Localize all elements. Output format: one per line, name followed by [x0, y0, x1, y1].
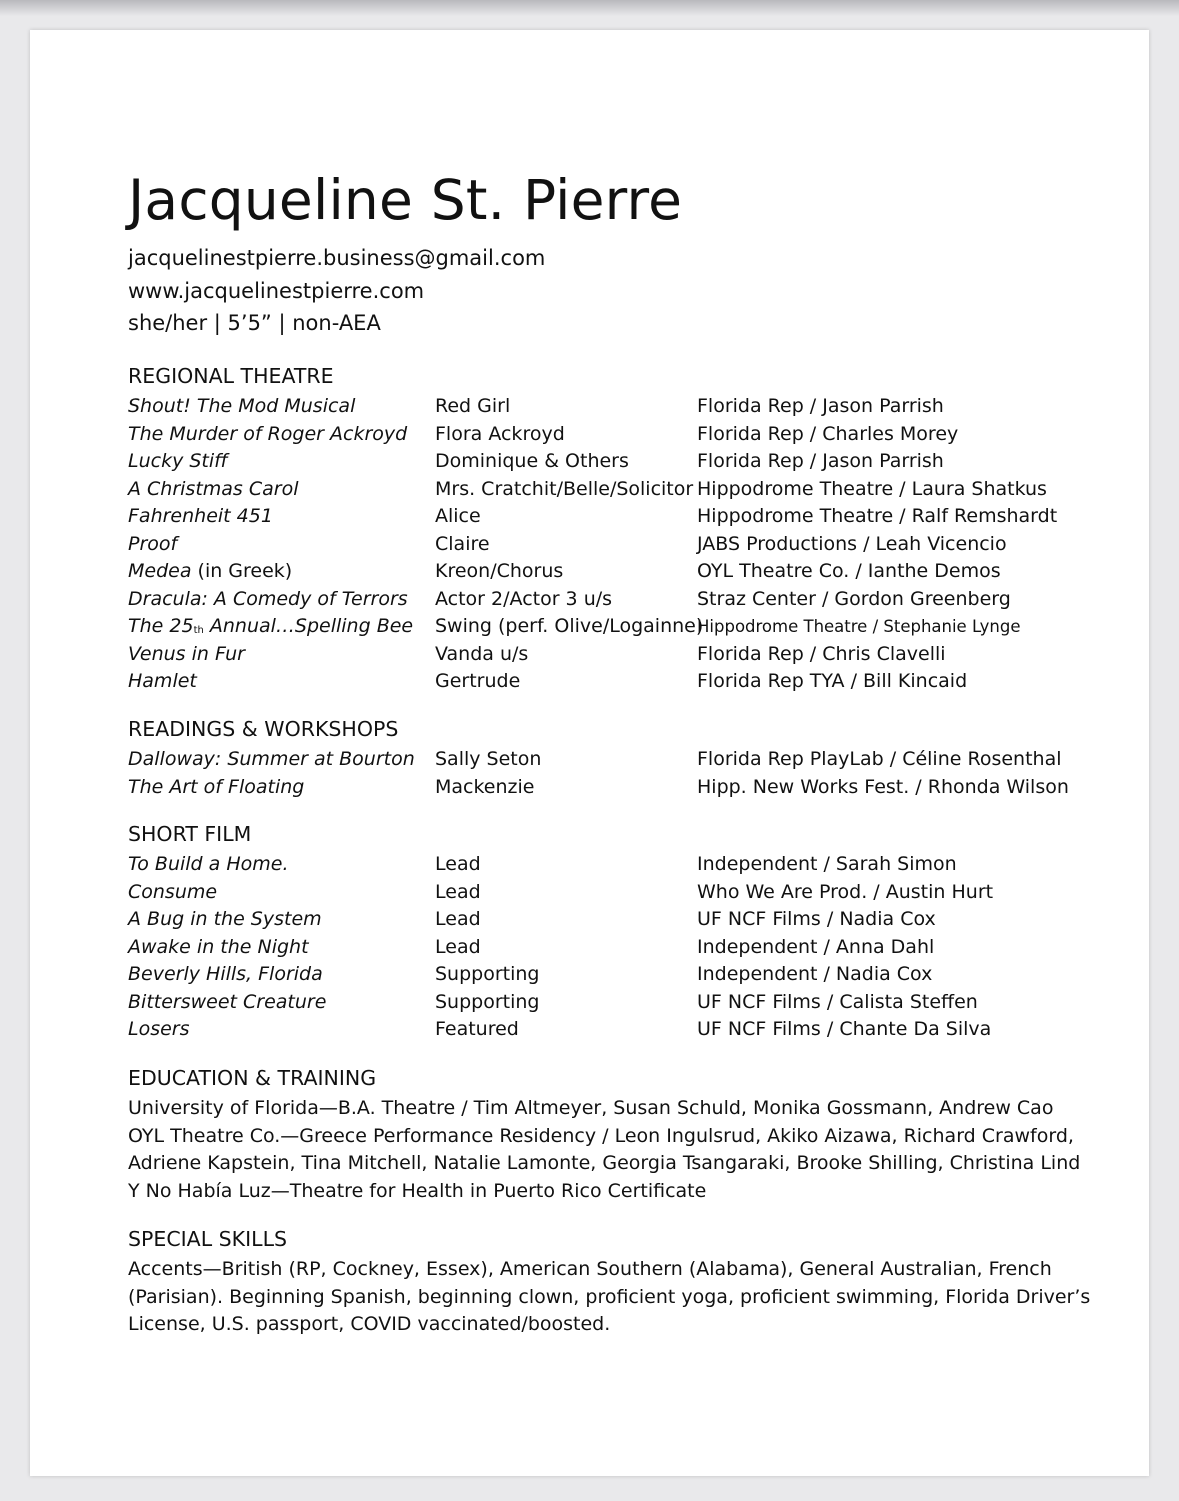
company-director: UF NCF Films / Nadia Cox	[697, 908, 936, 930]
show-title: Dalloway: Summer at Bourton	[128, 748, 415, 770]
section-title: READINGS & WORKSHOPS	[128, 717, 399, 741]
show-title: Proof	[128, 532, 178, 555]
role: Red Girl	[435, 395, 511, 417]
credit-row	[128, 531, 1128, 559]
section-title: SHORT FILM	[128, 822, 252, 846]
education-line: OYL Theatre Co.—Greece Performance Residency / Leon Ingulsrud, Akiko Aizawa, Richard Crawford,	[128, 1124, 1074, 1147]
role: Actor 2/Actor 3 u/s	[435, 587, 613, 610]
show-title-group	[128, 558, 292, 586]
section-education-training	[128, 1065, 1128, 1205]
credit-row	[128, 989, 1128, 1017]
role: Lead	[435, 908, 481, 930]
role: Flora Ackroyd	[435, 422, 565, 445]
role: Mrs. Cratchit/Belle/Solicitor	[435, 477, 694, 500]
section-readings-workshops	[128, 716, 1128, 801]
company-director: Straz Center / Gordon Greenberg	[697, 587, 1011, 610]
credit-row	[128, 746, 1128, 774]
show-note: (in Greek)	[197, 560, 293, 582]
role: Lead	[435, 880, 481, 903]
show-title: Venus in Fur	[128, 642, 245, 665]
role: Dominique & Others	[435, 450, 629, 472]
role: Mackenzie	[435, 775, 535, 798]
credit-row	[128, 476, 1128, 504]
show-title: Dracula: A Comedy of Terrors	[128, 587, 408, 610]
company-director: UF NCF Films / Calista Steffen	[697, 990, 978, 1013]
credit-row	[128, 906, 1128, 934]
role: Swing (perf. Olive/Logainne)	[435, 615, 704, 637]
credit-row	[128, 1016, 1128, 1044]
show-title: Medea	[128, 560, 192, 582]
role: Vanda u/s	[435, 642, 529, 665]
show-title: Lucky Stiff	[128, 450, 228, 472]
company-director: Florida Rep PlayLab / Céline Rosenthal	[697, 748, 1062, 770]
company-director: Florida Rep / Jason Parrish	[697, 450, 944, 472]
show-title-rest: Annual…Spelling Bee	[203, 615, 414, 637]
show-title: A Christmas Carol	[128, 477, 299, 500]
contact-details: she/her | 5’5” | non-AEA	[128, 311, 381, 335]
credit-row	[128, 421, 1128, 449]
show-title-superscript: th	[193, 625, 204, 636]
company-director: Independent / Nadia Cox	[697, 963, 933, 985]
role: Lead	[435, 935, 481, 958]
role: Claire	[435, 532, 490, 555]
credit-row	[128, 613, 1128, 641]
section-regional-theatre	[128, 363, 1128, 696]
education-line: University of Florida—B.A. Theatre / Tim Altmeyer, Susan Schuld, Monika Gossmann, Andrew Cao	[128, 1097, 1054, 1119]
film-title: Awake in the Night	[128, 935, 309, 958]
credit-row	[128, 668, 1128, 696]
company-director: UF NCF Films / Chante Da Silva	[697, 1018, 992, 1040]
contact-email[interactable]: jacquelinestpierre.business@gmail.com	[128, 246, 546, 270]
company-director: Florida Rep TYA / Bill Kincaid	[697, 670, 968, 692]
credit-row	[128, 851, 1128, 879]
company-director: Florida Rep / Charles Morey	[697, 422, 959, 445]
role: Featured	[435, 1018, 519, 1040]
company-director: Who We Are Prod. / Austin Hurt	[697, 880, 994, 903]
credit-row	[128, 641, 1128, 669]
role: Supporting	[435, 990, 540, 1013]
company-director: Hippodrome Theatre / Laura Shatkus	[697, 477, 1047, 500]
film-title: Beverly Hills, Florida	[128, 963, 323, 985]
role: Supporting	[435, 963, 540, 985]
show-title: The 25	[128, 615, 194, 637]
credit-row	[128, 934, 1128, 962]
skills-line: (Parisian). Beginning Spanish, beginning clown, proficient yoga, proficient swimming, Florida Driver’s	[128, 1285, 1091, 1308]
show-title: Shout! The Mod Musical	[128, 395, 356, 417]
company-director: Hipp. New Works Fest. / Rhonda Wilson	[697, 775, 1069, 798]
film-title: Consume	[128, 880, 218, 903]
role: Lead	[435, 853, 481, 875]
applicant-name: Jacqueline St. Pierre	[128, 168, 683, 232]
company-director: JABS Productions / Leah Vicencio	[697, 532, 1007, 555]
credit-row	[128, 774, 1128, 802]
resume-page	[30, 30, 1149, 1476]
section-special-skills	[128, 1226, 1128, 1339]
company-director: OYL Theatre Co. / Ianthe Demos	[697, 560, 1001, 582]
contact-website[interactable]: www.jacquelinestpierre.com	[128, 278, 425, 303]
skills-line: License, U.S. passport, COVID vaccinated/boosted.	[128, 1313, 611, 1335]
film-title: Bittersweet Creature	[128, 990, 327, 1013]
film-title: To Build a Home.	[128, 853, 289, 875]
show-title: Fahrenheit 451	[128, 505, 273, 527]
credit-row	[128, 503, 1128, 531]
contact-block	[128, 242, 545, 340]
window-top-shadow	[0, 0, 1179, 16]
role: Sally Seton	[435, 748, 542, 770]
education-line: Adriene Kapstein, Tina Mitchell, Natalie Lamonte, Georgia Tsangaraki, Brooke Shilling, Christina Lind	[128, 1152, 1081, 1174]
role: Gertrude	[435, 670, 521, 692]
company-director: Hippodrome Theatre / Stephanie Lynge	[697, 617, 1021, 636]
company-director: Florida Rep / Jason Parrish	[697, 395, 944, 417]
section-title: EDUCATION & TRAINING	[128, 1066, 377, 1090]
film-title: A Bug in the System	[128, 908, 322, 930]
skills-line: Accents—British (RP, Cockney, Essex), American Southern (Alabama), General Australian, French	[128, 1258, 1052, 1280]
company-director: Florida Rep / Chris Clavelli	[697, 642, 946, 665]
show-title: The Murder of Roger Ackroyd	[128, 422, 408, 445]
film-title: Losers	[128, 1018, 190, 1040]
credit-row	[128, 586, 1128, 614]
section-short-film	[128, 821, 1128, 1044]
education-line: Y No Había Luz—Theatre for Health in Puerto Rico Certificate	[128, 1179, 707, 1202]
credit-row	[128, 558, 1128, 586]
section-title: REGIONAL THEATRE	[128, 364, 334, 388]
company-director: Hippodrome Theatre / Ralf Remshardt	[697, 505, 1058, 527]
credit-row	[128, 393, 1128, 421]
role: Alice	[435, 505, 481, 527]
credit-row	[128, 961, 1128, 989]
show-title: The Art of Floating	[128, 775, 305, 798]
show-title: Hamlet	[128, 670, 197, 692]
credit-row	[128, 879, 1128, 907]
company-director: Independent / Sarah Simon	[697, 853, 957, 875]
section-title: SPECIAL SKILLS	[128, 1227, 288, 1251]
credit-row	[128, 448, 1128, 476]
company-director: Independent / Anna Dahl	[697, 935, 935, 958]
role: Kreon/Chorus	[435, 560, 564, 582]
